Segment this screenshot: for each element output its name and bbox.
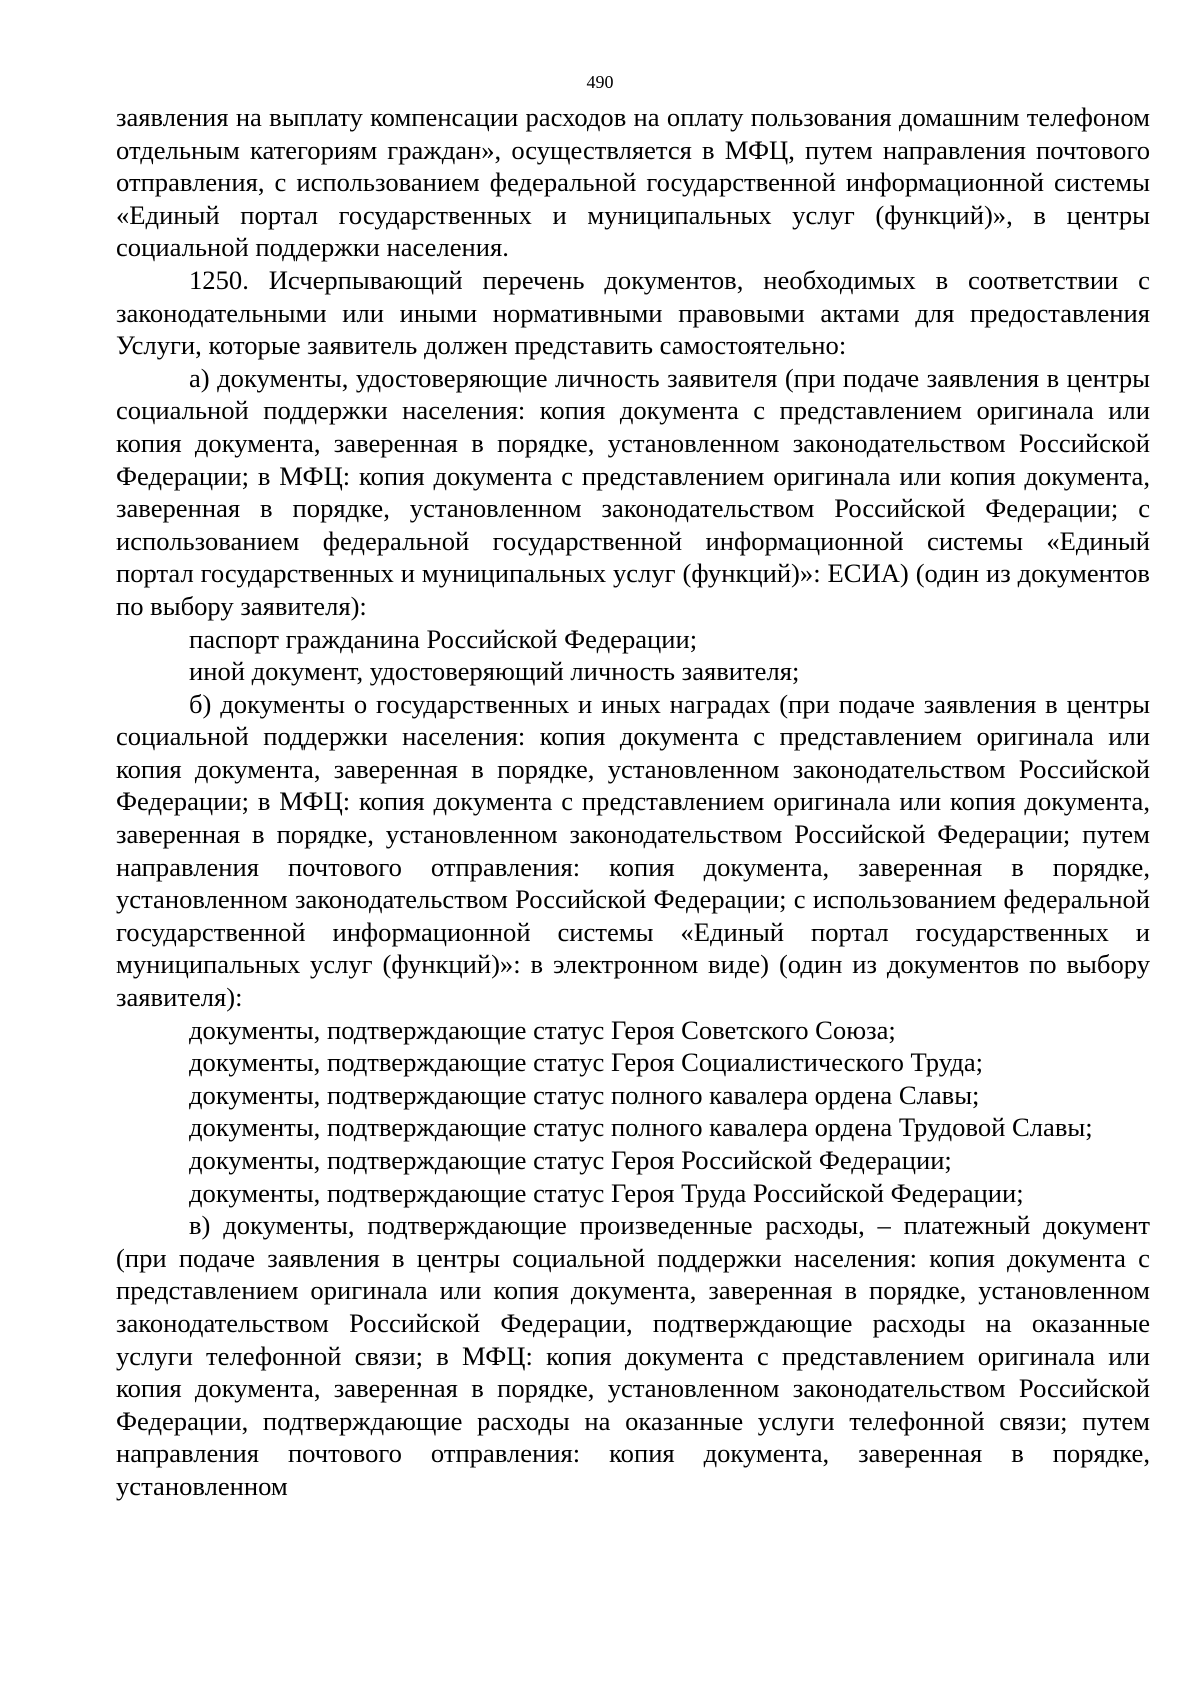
paragraph-1250: 1250. Исчерпывающий перечень документов, необходимых в соответствии с законодательными или иными нормативными правовыми актами для предоставления Услуги, которые заявитель должен представить самостоятельно:: [116, 264, 1150, 361]
list-item-hero-labor-russia: документы, подтверждающие статус Героя Труда Российской Федерации;: [189, 1177, 1024, 1208]
paragraph-item-b: б) документы о государственных и иных наградах (при подаче заявления в центры социальной поддержки населения: копия документа с представлением оригинала или копия документа, заверенная в порядке, установленном законодательством Российской Федерации; в МФЦ: копия документа с представлением оригинала или копия документа, заверенная в порядке, установленном законодательством Российской Федерации; путем направления почтового отправления: копия документа, заверенная в порядке, установленном законодательством Российской Федерации; с использованием федеральной государственной информационной системы «Единый портал государственных и муниципальных услуг (функций)»: в электронном виде) (один из документов по выбору заявителя):: [116, 688, 1150, 1013]
paragraph-continuation: заявления на выплату компенсации расходов на оплату пользования домашним телефоном отдельным категориям граждан», осуществляется в МФЦ, путем направления почтового отправления, с использованием федеральной государственной информационной системы «Единый портал государственных и муниципальных услуг (функций)», в центры социальной поддержки населения.: [116, 102, 1150, 263]
document-body: [116, 101, 1150, 1503]
paragraph-item-v: в) документы, подтверждающие произведенные расходы, – платежный документ (при подаче заявления в центры социальной поддержки населения: копия документа с представлением оригинала или копия документа, заверенная в порядке, установленном законодательством Российской Федерации, подтверждающие расходы на оказанные услуги телефонной связи; в МФЦ: копия документа с представлением оригинала или копия документа, заверенная в порядке, установленном законодательством Российской Федерации, подтверждающие расходы на оказанные услуги телефонной связи; путем направления почтового отправления: копия документа, заверенная в порядке, установленном: [116, 1210, 1150, 1501]
list-item-hero-socialist-labor: документы, подтверждающие статус Героя Социалистического Труда;: [189, 1047, 984, 1078]
list-item-order-of-glory: документы, подтверждающие статус полного кавалера ордена Славы;: [189, 1079, 980, 1110]
list-item-passport: паспорт гражданина Российской Федерации;: [189, 623, 698, 654]
list-item-other-id: иной документ, удостоверяющий личность заявителя;: [189, 656, 800, 687]
list-item-hero-ussr: документы, подтверждающие статус Героя Советского Союза;: [189, 1014, 896, 1045]
list-item-order-of-labor-glory: документы, подтверждающие статус полного кавалера ордена Трудовой Славы;: [189, 1112, 1093, 1143]
paragraph-item-a: а) документы, удостоверяющие личность заявителя (при подаче заявления в центры социальной поддержки населения: копия документа с представлением оригинала или копия документа, заверенная в порядке, установленном законодательством Российской Федерации; в МФЦ: копия документа с представлением оригинала или копия документа, заверенная в порядке, установленном законодательством Российской Федерации; с использованием федеральной государственной информационной системы «Единый портал государственных и муниципальных услуг (функций)»: ЕСИА) (один из документов по выбору заявителя):: [116, 362, 1150, 621]
page-number: 490: [586, 72, 614, 92]
list-item-hero-russia: документы, подтверждающие статус Героя Российской Федерации;: [189, 1145, 952, 1175]
